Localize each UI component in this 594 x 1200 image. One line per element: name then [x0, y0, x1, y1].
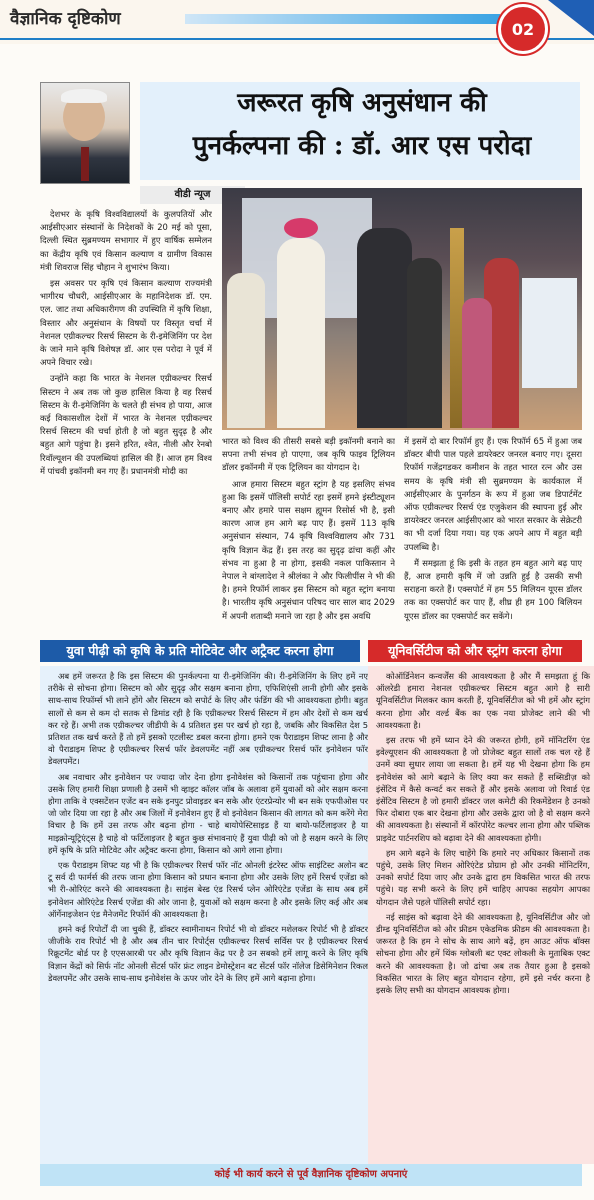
section-body-universities	[368, 666, 594, 1164]
header-accent-bar	[185, 14, 500, 24]
paragraph: भारत को विश्व की तीसरी सबसे बड़ी इकॉनमी बनाने का सपना तभी संभव हो पाएगा, जब कृषि फाइव ट्रिलियन डॉलर इकॉनमी में एक ट्रिलियन का योगदान दे।	[222, 436, 395, 473]
paragraph: कोऑर्डिनेशन कन्वर्जेंस की आवश्यकता है और मैं समझता हूं कि ऑलरेडी हमारा नेशनल एग्रीकल्चर सिस्टम बहुत आगे है सारी यूनिवर्सिटीज मिलकर काम करती हैं, यूनिवर्सिटीज को भी हमें और स्ट्रांग करना होगा और वर्ल्ड बैंक का एक नया प्रोजेक्ट लाने की भी आवश्यकता है।	[376, 671, 590, 730]
headline-line-1: जरूरत कृषि अनुसंधान की	[237, 88, 487, 118]
person-4	[407, 258, 442, 428]
event-photo	[222, 188, 582, 430]
paragraph: में इसमें दो बार रिफॉर्म हुए हैं। एक रिफॉर्म 65 में हुआ जब डॉक्टर बीपी पाल पहले डायरेक्टर जनरल बनाए गए। दूसरा रिफॉर्म गजेंद्रगडकर कमीशन के तहत भारत रत्न और उस समय के कृषि मंत्री सी सुब्रमण्यम के कार्यकाल में आईसीएआर के पुनर्गठन के रूप में हुआ जब डिपार्टमेंट ऑफ एग्रीकल्चर रिसर्च एंड एजुकेशन की स्थापना हुई और डायरेक्टर जनरल आईसीएआर को भारत सरकार के सेक्रेटरी का भी दर्जा दिया गया। यह एक अपने आप में बहुत बड़ी उपलब्धि है।	[404, 436, 582, 552]
paragraph: एक पैराडाइम शिफ्ट यह भी है कि एग्रीकल्चर रिसर्च फॉर नॉट ओनली इंटरेस्ट ऑफ साइंटिस्ट अलोन बट टू सर्व दी फार्मर्स की तरफ जाना होगा किसान को प्रधान बनाना होगा और उसके लिए हमें रिसर्च एजेंडा को भी री-ओरिएंट करने की आवश्यकता है। साइंस बेस्ड एंड रिसर्च प्लेन ओरिएंटेड एजेंडा के साथ अब हमें इनोवेशन ओरिएंटेड रिसर्च एजेंडा की ओर जाना है, युवाओं को सक्षम करना है और इसके लिए कई और अब ऑर्गेनाइजेशन एंड मैनेजमेंट रिफॉर्म की आवश्यकता है।	[48, 860, 368, 919]
article-column-1	[40, 208, 212, 632]
person-3	[357, 228, 412, 428]
paragraph: अब नवाचार और इनोवेशन पर ज्यादा जोर देना होगा इनोवेशंस को किसानों तक पहुंचाना होगा और उसके लिए हमारी शिक्षा प्रणाली है उसमें भी व्हाइट कॉलर जॉब के अलावा हमें युवाओं को ओर सक्षम करना होगा ताकि वे एक्सटेंशन एजेंट बन सके इनपुट प्रोवाइडर बन सके और एंटरप्रेन्योर भी बन सके एफपीओस पर जो जोर दिया जा रहा है और अब जिलों में इनोवेशन हुए हैं वो इनोवेशन किसान की लागत को कम करेंगे मेरा विचार है कि हमें उस तरफ और बढ़ना होगा - चाहे बायोपेस्टिसाइड हैं या बायो-फर्टिलाइजर है या माइक्रोन्यूट्रिएंट्स है चाहे वो फर्टिलाइजर है बहुत कुछ संभावनाएं हैं युवा पीढ़ी को जो है सक्षम करने के लिए हमें कृषि के प्रति मोटिवेट और अट्रैक्ट करना होगा, किसान को आगे लाना होगा।	[48, 771, 368, 855]
turban	[284, 218, 318, 238]
paragraph: हमने कई रिपोर्टों दी जा चुकी हैं, डॉक्टर स्वामीनाथन रिपोर्ट भी वो डॉक्टर मशेलकर रिपोर्ट भी है डॉक्टर जीजीके राव रिपोर्ट भी है और अब तीन चार रिपोर्ट्स एग्रीकल्चर रिसर्च सर्विस पर है एग्रीकल्चर रिसर्च रिक्रूटमेंट बोर्ड पर है एएसआरबी पर और कृषि विज्ञान केंद्र पर है उन सबको हमें लागू करने के लिए कृषि विज्ञान केंद्रों को सिर्फ नॉट ओनली सेंटर्स फॉर फ्रंट लाइन डेमोस्ट्रेशन बट सेंटर्स फॉर नॉलेज डिसेमिनेशन रिकल डेवलपमेंट और उसके साथ-साथ इनोवेशंस के ऊपर जोर देने के लिए हमें आगे बढ़ाना होगा।	[48, 924, 368, 983]
stage-banner-right	[522, 278, 577, 388]
paragraph: नई साइंस को बढ़ावा देने की आवश्यकता है, यूनिवर्सिटीज और जो डीम्ड यूनिवर्सिटीज को और फ्रीडम एकेडमिक फ्रीडम की आवश्यकता है। जरूरत है कि हम ने सोच के साथ आगे बढ़ें, हम आउट ऑफ बॉक्स सोचना होगा और हमें थिंक ग्लोबली बट एक्ट लोकली के मुताबिक एक्ट करने की आवश्यकता है। जो ढांचा अब तक तैयार हुआ है इसको विकसित भारत के लिए बहुत योगदान रहेगा, हमें इसे नर्चर करना है इसके लिए सभी का योगदान आवश्यक होगा।	[376, 911, 590, 996]
paragraph: देशभर के कृषि विश्वविद्यालयों के कुलपतियों और आईसीएआर संस्थानों के निदेशकों के 20 मई को पूसा, दिल्ली स्थित सुब्रमण्यम सभागार में हुए वार्षिक सम्मेलन का केंद्रीय कृषि एवं किसान कल्याण व ग्रामीण विकास मंत्री शिवराज सिंह चौहान ने शुभारंभ किया।	[40, 209, 212, 272]
section-body-youth	[40, 666, 376, 1164]
person-1	[227, 273, 265, 428]
headline-box	[140, 82, 580, 180]
paragraph: इस तरफ भी हमें ध्यान देने की जरूरत होगी, हमें मॉनिटरिंग एंड इवेल्यूएशन की आवश्यकता है जो प्रोजेक्ट बहुत सालों तक चल रहे हैं उनमें क्या सुधार लाया जा सकता है। हमें यह भी देखना होगा कि हम इनोवेशंस को आगे बढ़ाने के लिए क्या कर सकते हैं सब्सिडीज़ को इंसेंटिव में कैसे कन्वर्ट कर सकते हैं और इसके अलावा जो रिवार्ड एंड इंसेंटिव सिस्टम है जो हमारी डॉक्टर जल कमेटी की रिकमेंडेशन है उनको फिर दोबारा एक बार देखना होगा और उसके द्वारा जो है वो सक्षम करने की आवश्यकता है। संस्थानों में कॉरपोरेट कल्चर लाना होगा और पब्लिक प्राइवेट पार्टनरशिप को बढ़ावा देने की आवश्यकता होगी।	[376, 735, 590, 843]
paragraph: आज हमारा सिस्टम बहुत स्ट्रांग है यह इसलिए संभव हुआ कि इसमें पॉलिसी सपोर्ट रहा इसमें हमने इंस्टीट्यूशन बनाए और हमारे पास सक्षम ह्यूमन रिसोर्स भी है, इसी कारण आज हम आगे बढ़ पाए हैं। इसमें 113 कृषि अनुसंधान संस्थान, 74 कृषि विश्वविद्यालय और 731 कृषि विज्ञान केंद्र हैं। इस तरह का सुदृढ़ ढांचा कहीं और संभव ना हुआ है ना होगा, इसकी नकल पाकिस्तान ने नेपाल ने बांग्लादेश ने श्रीलंका ने और फिलीपींस ने भी की है। हमने रिफॉर्म लाकर इस सिस्टम को बहुत स्ट्रांग बनाया है। भारतीय कृषि अनुसंधान परिषद चार साल बाद 2029 में अपनी शताब्दी मनाने जा रहा है और इस अवधि	[222, 478, 395, 621]
page-number-badge: 02	[498, 4, 548, 54]
footer-slogan: कोई भी कार्य करने से पूर्व वैज्ञानिक दृष्टिकोण अपनाएं	[40, 1164, 582, 1186]
section-heading-youth: युवा पीढ़ी को कृषि के प्रति मोटिवेट और अट्रैक्ट करना होगा	[40, 640, 360, 662]
paragraph: हम आगे बढ़ने के लिए चाहेंगे कि हमारे नए अधिकार किसानों तक पहुंचे, उसके लिए मिशन ओरिएंटेड प्रोग्राम हो और उनकी मॉनिटरिंग, उनको सपोर्ट दिया जाए और उनके द्वारा हम विकसित भारत की तरफ पहुंचे। यह सभी करने के लिए हमें चाहिए आपका सहयोग आपका योगदान जैसे पहले पॉलिसी सपोर्ट रहा।	[376, 847, 590, 907]
section-title: वैज्ञानिक दृष्टिकोण	[10, 9, 121, 29]
byline: वीडी न्यूज	[140, 186, 245, 204]
person-6	[462, 298, 492, 428]
paragraph: उन्होंने कहा कि भारत के नेशनल एग्रीकल्चर रिसर्च सिस्टम ने अब तक जो कुछ हासिल किया है वह रिसर्च सिस्टम के री-इमेजिनिंग के चलते ही संभव हो पाया, आज कई विकासशील देशों में भारत के नेशनल एग्रीकल्चर रिसर्च सिस्टम की चर्चा होती है जो बहुत सुदृढ़ है और बहुत आगे पहुंचा है। इसने हरित, श्वेत, नीली और रेनबो रिवॉल्यूशन की उपलब्धियां हासिल की हैं। आज हम विश्व में पांचवी इकॉनमी बन गए हैं। प्रधानमंत्री मोदी का	[40, 373, 212, 476]
person-2	[277, 238, 325, 428]
portrait-tie	[81, 147, 89, 181]
section-heading-universities: यूनिवर्सिटीज को और स्ट्रांग करना होगा	[368, 640, 582, 662]
portrait-hair	[61, 89, 107, 103]
headline-line-2: पुनर्कल्पना की : डॉ. आर एस परोदा	[192, 131, 532, 161]
paragraph: अब हमें जरूरत है कि इस सिस्टम की पुनर्कल्पना या री-इमेजिनिंग की। री-इमेजिनिंग के लिए हमें नए तरीके से सोचना होगा। सिस्टम को और सुदृढ़ और सक्षम बनाना होगा, एफिशिएंसी लानी होगी और इसके साथ-साथ रिफॉर्म्स भी लाने होंगे और सिस्टम को सपोर्ट के लिए और फंडिंग की भी आवश्यकता होगी। बहुत सालों से कम से कम दो सतक से डिमांड रही है कि एग्रीकल्चर रिसर्च सिस्टम में हम और देशों से कम खर्च कर रहे हैं। अभी तक एग्रीकल्चर जीडीपी के 4 प्रतिशत इस पर खर्च हो रहा है, जबकि और विकसित देश 5 प्रतिशत तक खर्च करते हैं तो हमें इसको एटलीस्ट डबल करना होगा। हमने एक पैराडाइम शिफ्ट लाना है और वो पैराडाइम शिफ्ट है एग्रीकल्चर रिसर्च फॉर डेवलपमेंट नहीं अब एग्रीकल्चर रिसर्च फॉर इनोवेशन फॉर डेवलपमेंट।	[48, 671, 368, 767]
paragraph: इस अवसर पर कृषि एवं किसान कल्याण राज्यमंत्री भागीरथ चौधरी, आईसीएआर के महानिदेशक डॉ. एम. एल. जाट तथा अधिकारीगण की उपस्थिति में कृषि शिक्षा, विस्तार और अनुसंधान के विषयों पर विस्तृत चर्चा में नेशनल एग्रीकल्चर रिसर्च सिस्टम के री-इमेजिनिंग पर देश के जाने माने कृषि विशेषज्ञ डॉ. आर एस परोदा ने पूर्व में अपने विचार रखे।	[40, 278, 212, 368]
article-column-3	[404, 435, 582, 635]
article-column-2	[222, 435, 395, 635]
paragraph: मैं समझता हूं कि इसी के तहत हम बहुत आगे बढ़ पाए हैं, आज हमारी कृषि में जो उन्नति हुई है उसकी सभी सराहना करते हैं। एक्सपोर्ट में हम 55 मिलियन यूएस डॉलर तक का एक्सपोर्ट कर पाए हैं, शीघ्र ही हम 100 बिलियन यूएस डॉलर का एक्सपोर्ट कर सकेंगे।	[404, 557, 582, 621]
headline	[148, 82, 576, 168]
footer-margin	[0, 1188, 594, 1200]
author-portrait	[40, 82, 130, 184]
